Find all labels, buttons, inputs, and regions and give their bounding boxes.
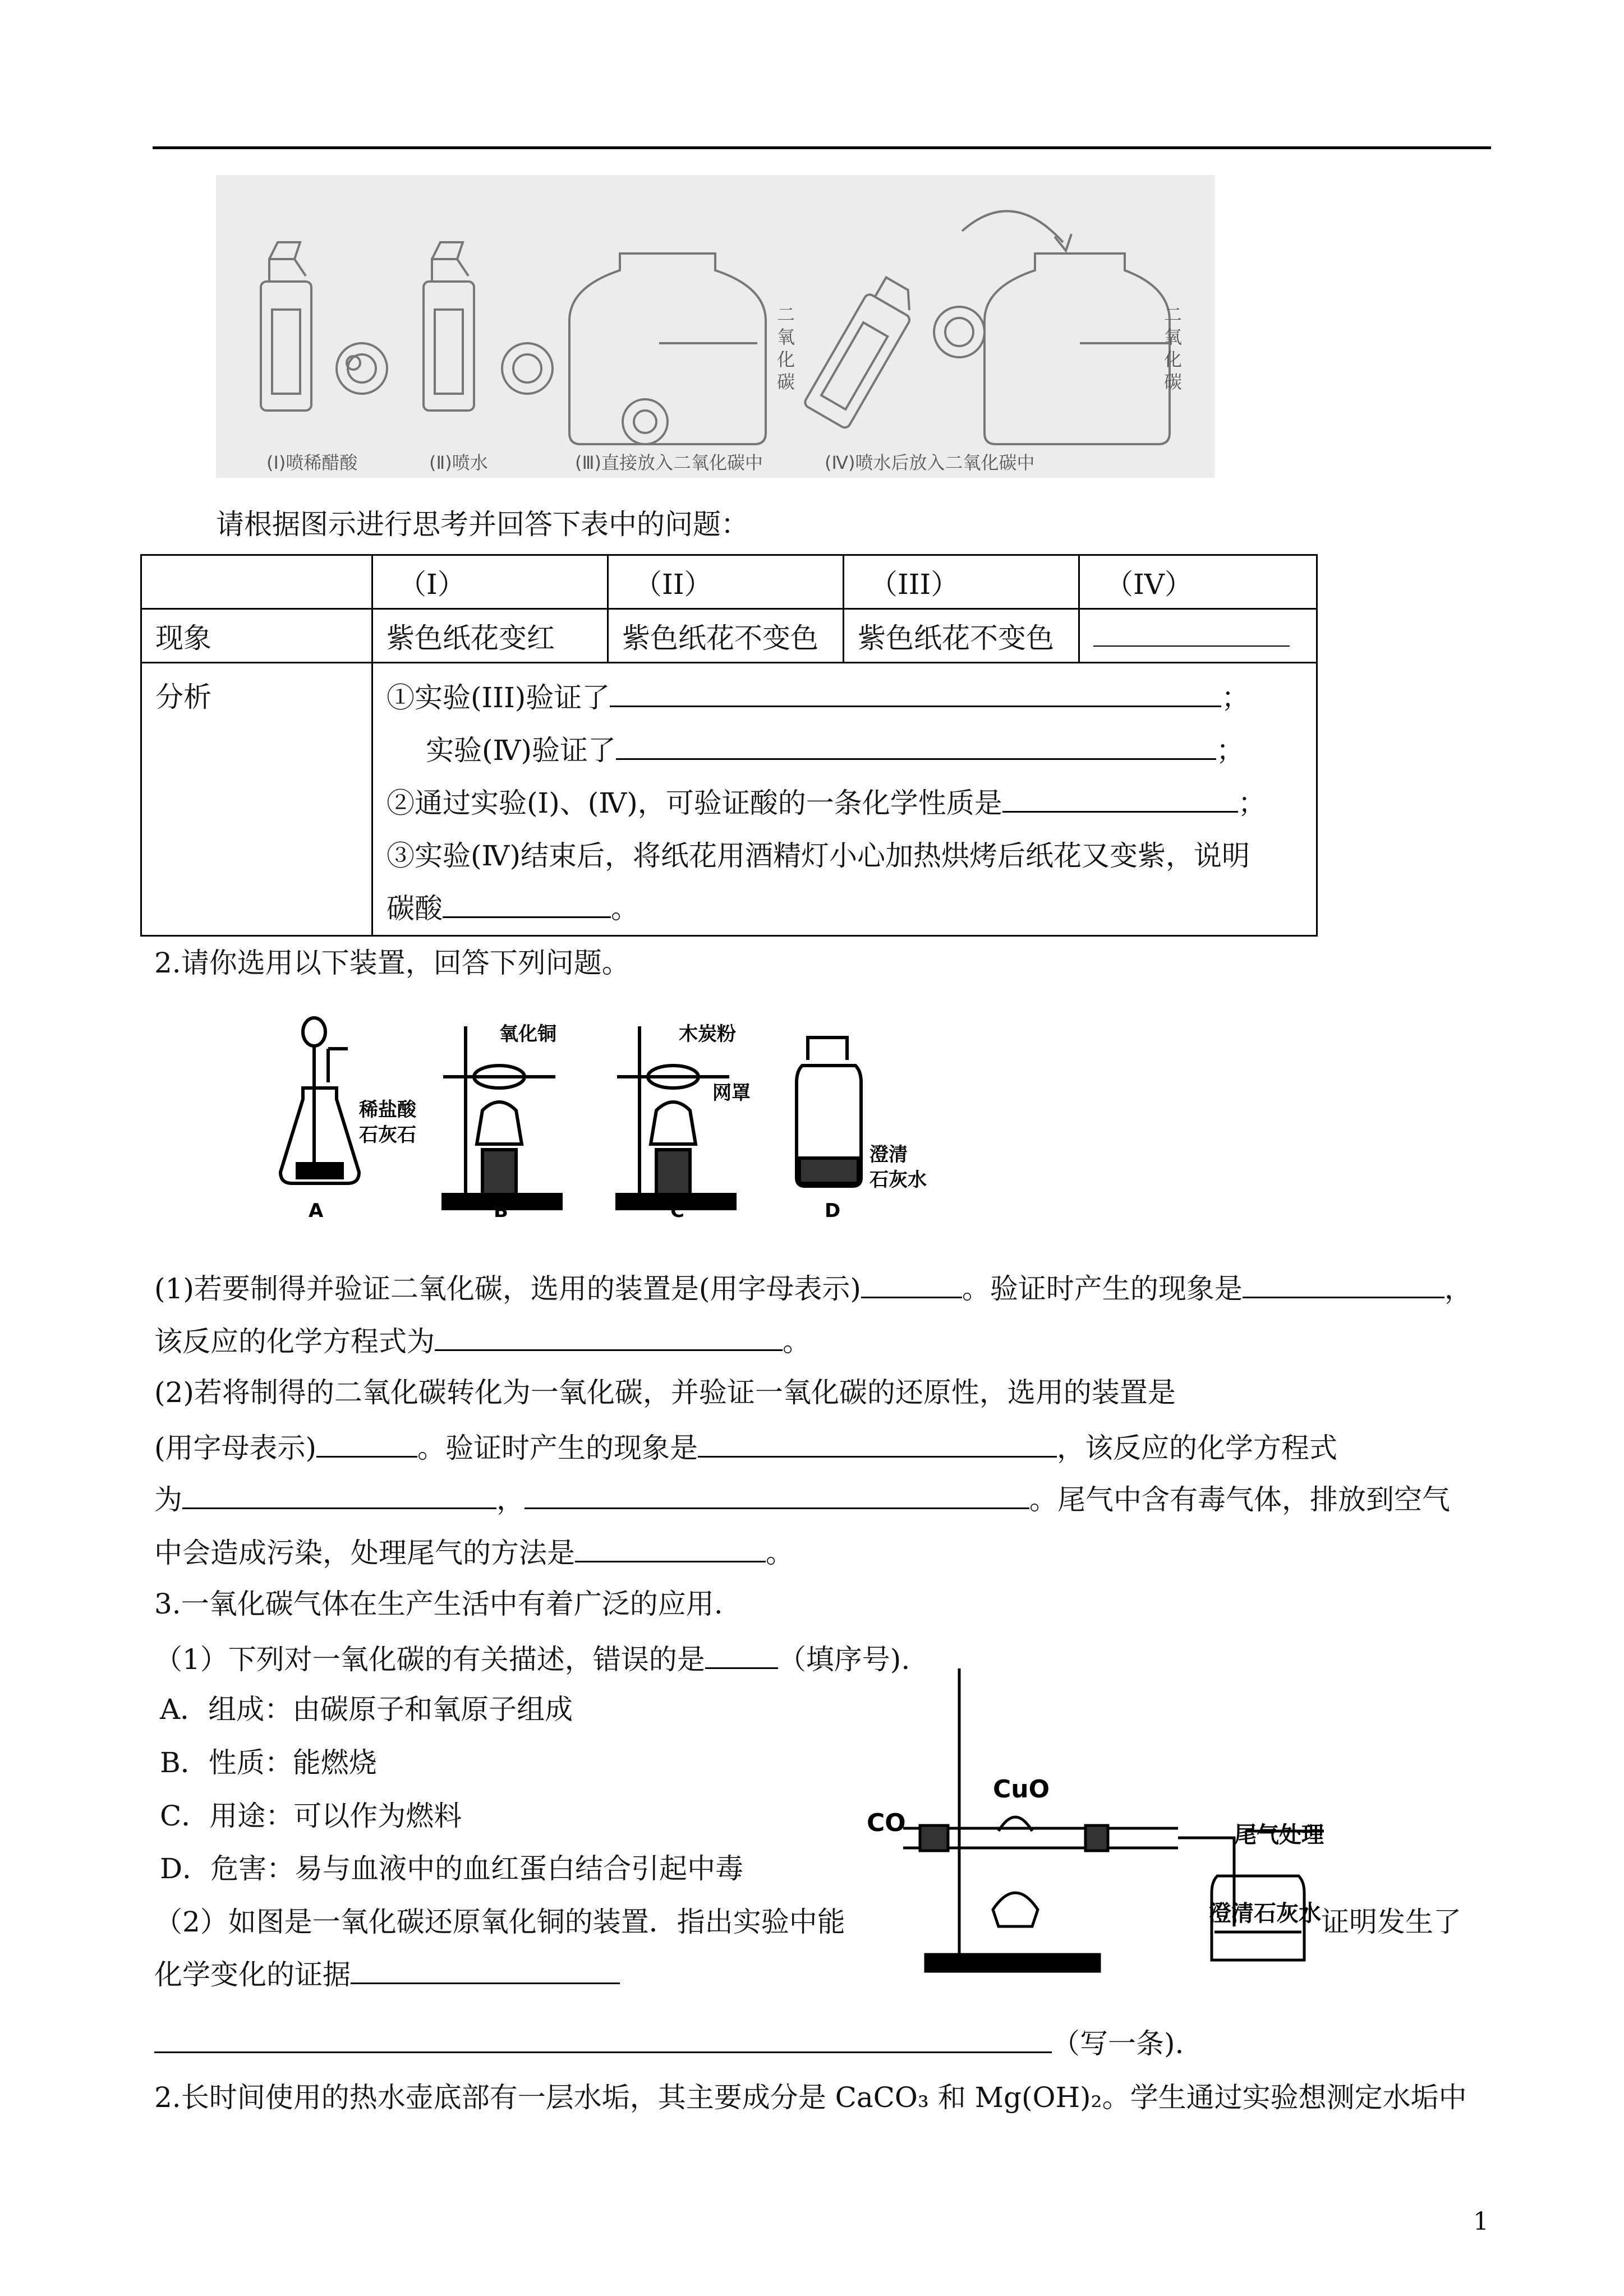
analysis-cell — [372, 663, 1317, 936]
answer-blank[interactable] — [1093, 619, 1290, 647]
q3-sub2-line3 — [154, 2025, 1184, 2060]
answer-blank[interactable] — [525, 1481, 1029, 1509]
text: 。 — [766, 1537, 794, 1569]
figure-label: (Ⅲ)直接放入二氧化碳中 — [575, 452, 763, 473]
text: 。验证时产生的现象是 — [417, 1432, 698, 1464]
answer-blank[interactable] — [154, 2025, 1052, 2053]
figure-label: (Ⅱ)喷水 — [429, 452, 488, 473]
answer-blank[interactable] — [610, 679, 1221, 707]
flower-icon — [337, 343, 387, 394]
apparatus-d-icon — [797, 1038, 861, 1186]
text: （填序号). — [778, 1643, 910, 1676]
q2-p2-line3 — [154, 1481, 1450, 1516]
punct: ； — [1221, 681, 1250, 714]
analysis-line2: 实验(Ⅳ)验证了 — [426, 734, 616, 767]
analysis-line1: ①实验(III)验证了 — [387, 681, 610, 714]
phenomenon-blank-cell[interactable] — [1079, 609, 1317, 663]
option-c: C．用途：可以作为燃料 — [160, 1800, 462, 1832]
label-limestone: 石灰石 — [359, 1124, 416, 1146]
answer-blank[interactable] — [443, 889, 611, 918]
apparatus-a-icon — [280, 1018, 359, 1183]
label-cuo: CuO — [993, 1775, 1050, 1804]
svg-text:化: 化 — [777, 349, 795, 370]
text: (用字母表示) — [154, 1432, 317, 1464]
analysis-label: 分析 — [141, 663, 372, 936]
label-charcoal: 木炭粉 — [679, 1023, 736, 1045]
spray-bottle-icon — [424, 242, 474, 411]
label-limewater: 石灰水 — [869, 1169, 927, 1191]
svg-text:化: 化 — [1164, 349, 1183, 370]
gas-jar-icon — [984, 253, 1170, 444]
label-hcl: 稀盐酸 — [359, 1099, 416, 1121]
flower-icon — [502, 343, 553, 394]
label-tail-gas: 尾气处理 — [1234, 1822, 1324, 1848]
flower-experiment-figure — [216, 175, 1214, 478]
answer-blank[interactable] — [861, 1270, 962, 1298]
page-number: 1 — [1473, 2207, 1489, 2236]
co-reduction-figure — [864, 1663, 1335, 1983]
flower-icon — [934, 307, 984, 357]
q2-p1-line2 — [154, 1322, 811, 1358]
table-header-ii: （II） — [608, 555, 844, 609]
answer-blank[interactable] — [316, 1429, 417, 1458]
q4-text: 2.长时间使用的热水壶底部有一层水垢，其主要成分是 CaCO₃ 和 Mg(OH)₂。学生通过实验想测定水垢中 — [154, 2081, 1467, 2114]
punct: 。 — [611, 892, 639, 925]
table-header-iv: （IV） — [1079, 555, 1317, 609]
answer-blank[interactable] — [705, 1640, 778, 1669]
phenomenon-cell: 紫色纸花变红 — [372, 609, 608, 663]
answer-blank[interactable] — [1002, 784, 1238, 813]
spray-bottle-icon — [261, 242, 311, 411]
punct: ； — [1216, 734, 1244, 767]
header-rule — [153, 146, 1491, 149]
label-gauze: 网罩 — [712, 1082, 751, 1104]
svg-text:氧: 氧 — [777, 326, 795, 348]
answer-blank[interactable] — [1243, 1270, 1444, 1298]
option-b: B．性质：能燃烧 — [160, 1746, 377, 1779]
text: 。尾气中含有毒气体，排放到空气 — [1029, 1483, 1450, 1516]
svg-text:二: 二 — [1164, 304, 1183, 325]
spray-bottle-icon — [803, 273, 923, 430]
q3-sub2-line2 — [154, 1956, 620, 1991]
label-co: CO — [867, 1809, 906, 1837]
q3-sub2-line1: （2）如图是一氧化碳还原氧化铜的装置．指出实验中能 — [154, 1906, 845, 1938]
text: ， — [496, 1483, 525, 1516]
apparatus-letter-d: D — [825, 1200, 841, 1222]
text: 为 — [154, 1483, 182, 1516]
q2-title: 2.请你选用以下装置，回答下列问题。 — [154, 947, 630, 979]
label-cuo: 氧化铜 — [499, 1023, 556, 1045]
text: 。验证时产生的现象是 — [961, 1273, 1243, 1305]
q2-p1-line1 — [154, 1270, 1473, 1306]
label-limewater: 澄清石灰水 — [1209, 1901, 1321, 1926]
apparatus-letter-b: B — [494, 1200, 508, 1222]
figure-label: (Ⅳ)喷水后放入二氧化碳中 — [825, 452, 1035, 473]
text: 化学变化的证据 — [154, 1958, 351, 1991]
text: ，该反应的化学方程式 — [1057, 1432, 1338, 1464]
answer-blank[interactable] — [698, 1429, 1057, 1458]
q3-sub2-continued: 证明发生了 — [1321, 1906, 1461, 1938]
svg-text:氧: 氧 — [1164, 326, 1183, 348]
apparatus-letter-a: A — [309, 1200, 324, 1222]
table-header-blank — [141, 555, 372, 609]
label-clear: 澄清 — [869, 1144, 908, 1166]
arrow-icon — [962, 211, 1063, 242]
apparatus-figure — [275, 1015, 970, 1234]
table-header-iii: （III） — [844, 555, 1079, 609]
option-d: D．危害：易与血液中的血红蛋白结合引起中毒 — [160, 1852, 744, 1885]
text: 中会造成污染，处理尾气的方法是 — [154, 1537, 575, 1569]
gas-jar-icon — [569, 253, 766, 444]
text: 该反应的化学方程式为 — [154, 1325, 435, 1358]
answer-blank[interactable] — [435, 1322, 783, 1351]
q2-p2-line2 — [154, 1429, 1337, 1465]
table-intro: 请根据图示进行思考并回答下表中的问题： — [216, 508, 749, 541]
answer-blank[interactable] — [351, 1956, 620, 1984]
answer-blank[interactable] — [616, 731, 1216, 760]
text: （写一条). — [1052, 2027, 1184, 2060]
option-a: A．组成：由碳原子和氧原子组成 — [160, 1693, 573, 1726]
q2-p2-line1: (2)若将制得的二氧化碳转化为一氧化碳，并验证一氧化碳的还原性，选用的装置是 — [154, 1376, 1176, 1409]
apparatus-letter-c: C — [670, 1200, 684, 1222]
q3-sub1 — [154, 1640, 910, 1676]
answer-blank[interactable] — [575, 1534, 766, 1562]
text: (1)若要制得并验证二氧化碳，选用的装置是(用字母表示) — [154, 1273, 861, 1305]
q2-p2-line4 — [154, 1534, 794, 1570]
q3-title: 3.一氧化碳气体在生产生活中有着广泛的应用. — [154, 1588, 723, 1620]
analysis-line3: ②通过实验(Ⅰ)、(Ⅳ)，可验证酸的一条化学性质是 — [387, 787, 1002, 819]
svg-text:二: 二 — [777, 304, 795, 325]
phenomenon-label: 现象 — [141, 609, 372, 663]
analysis-line4: ③实验(Ⅳ)结束后，将纸花用酒精灯小心加热烘烤后纸花又变紫，说明 — [387, 840, 1250, 872]
svg-text:碳: 碳 — [777, 371, 795, 393]
svg-text:碳: 碳 — [1164, 371, 1183, 393]
text: 。 — [783, 1325, 811, 1358]
phenomenon-cell: 紫色纸花不变色 — [844, 609, 1079, 663]
phenomenon-cell: 紫色纸花不变色 — [608, 609, 844, 663]
apparatus-b-icon — [443, 1026, 561, 1209]
question-table — [140, 554, 1318, 937]
answer-blank[interactable] — [182, 1481, 496, 1509]
punct: ； — [1237, 787, 1266, 819]
text: （1）下列对一氧化碳的有关描述，错误的是 — [154, 1643, 705, 1676]
table-header-i: （I） — [372, 555, 608, 609]
figure-label: (Ⅰ)喷稀醋酸 — [266, 452, 358, 473]
analysis-line5: 碳酸 — [387, 892, 443, 925]
apparatus-c-icon — [617, 1026, 735, 1209]
text: ， — [1444, 1273, 1473, 1305]
